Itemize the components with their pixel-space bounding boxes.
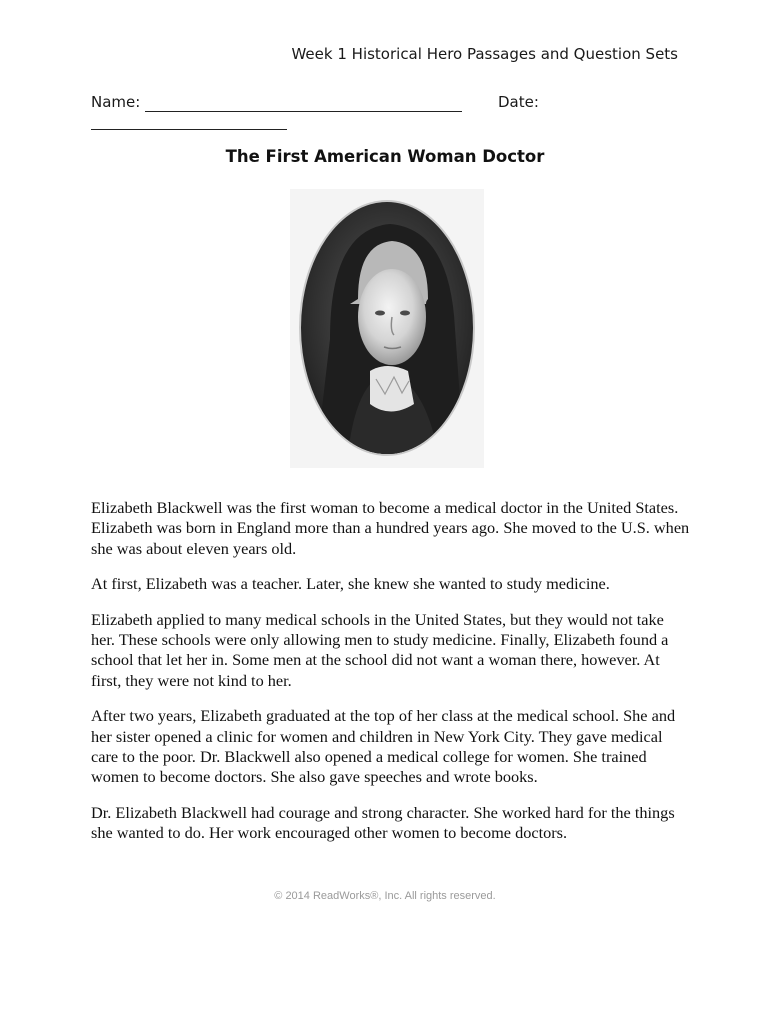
passage-paragraph-4: After two years, Elizabeth graduated at the top of her class at the medical school. She and her sister opened a clinic for women and children in New York City. They gave medical care to the poor. Dr. Blackwell also opened a medical college for women. She trained women to become doctors. She also gave speeches and wrote books.: [91, 706, 676, 787]
passage-paragraph-3: Elizabeth applied to many medical schools in the United States, but they would not take her. These schools were only allowing men to study medicine. Finally, Elizabeth found a school that let her in. Some men at the school did not want a woman there, however. At first, they were not kind to her.: [91, 609, 669, 690]
name-blank-line[interactable]: [145, 111, 462, 112]
page-header-title: Week 1 Historical Hero Passages and Question Sets: [291, 45, 678, 63]
passage-paragraph-5: Dr. Elizabeth Blackwell had courage and strong character. She worked hard for the things she wanted to do. Her work encouraged other women to become doctors.: [91, 802, 675, 843]
copyright-footer: © 2014 ReadWorks®, Inc. All rights reserved.: [274, 890, 496, 902]
name-label: Name:: [91, 93, 141, 111]
passage-title: The First American Woman Doctor: [225, 147, 545, 166]
date-blank-line[interactable]: [91, 129, 287, 130]
passage-body: [91, 498, 691, 859]
portrait-illustration: [290, 189, 484, 468]
passage-paragraph-1: Elizabeth Blackwell was the first woman to become a medical doctor in the United States. Elizabeth was born in England more than a hundred years ago. She moved to the U.S. when she was about eleven years old.: [91, 498, 690, 558]
portrait-photo: [290, 189, 484, 468]
date-label: Date:: [498, 93, 539, 111]
passage-paragraph-2: At first, Elizabeth was a teacher. Later, she knew she wanted to study medicine.: [91, 574, 610, 594]
